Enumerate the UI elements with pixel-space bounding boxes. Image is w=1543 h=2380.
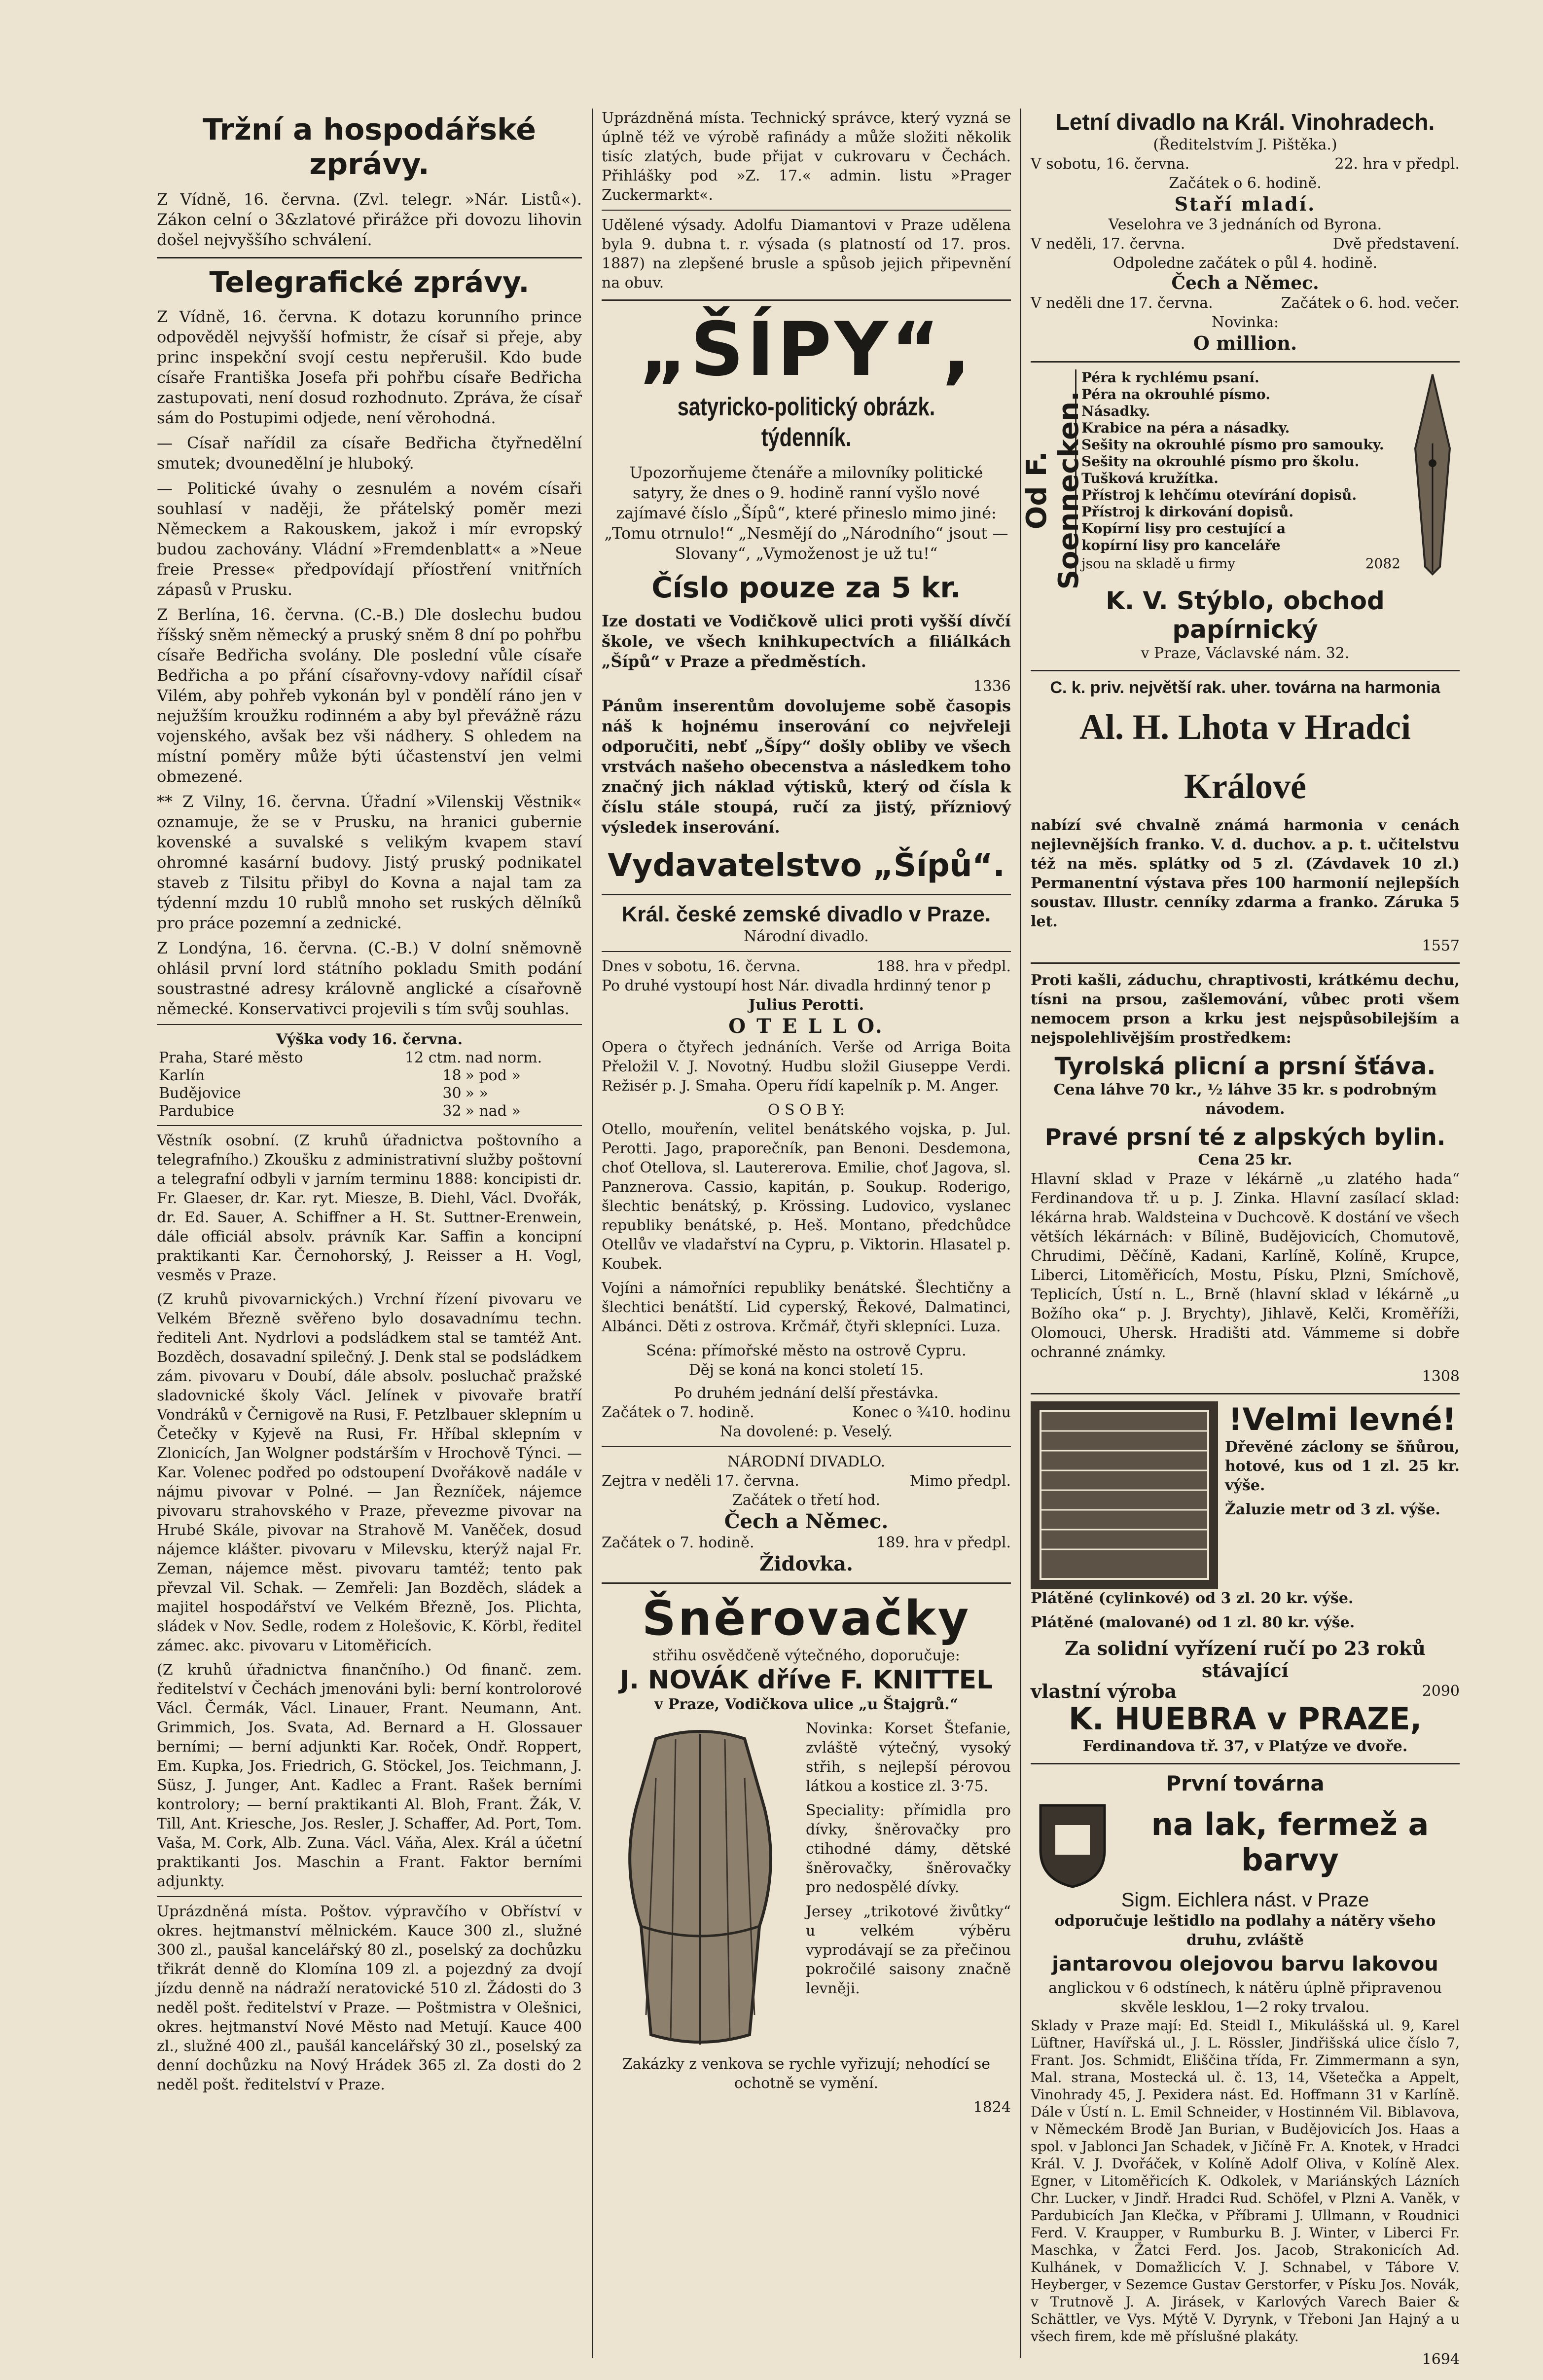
letni-play-no: 22. hra v předpl. — [1334, 155, 1460, 173]
level-relation: » pod » — [465, 1067, 521, 1084]
play-stari-mladi: Staří mladí. — [1174, 193, 1316, 215]
theatre-subtitle: Národní divadlo. — [744, 928, 869, 945]
pen-product-item: kopírní lisy pro kanceláře — [1081, 537, 1281, 553]
tomorrow-date: Zejtra v neděli 17. června. — [602, 1472, 799, 1490]
depots-list: Sklady v Praze mají: Ed. Steidl I., Mikulášská ul. 9, Karel Lüftner, Havířská ul., J. L. Rössler, Jindřišská ulice číslo 7, Frant. Jos. Schmidt, Eliščina třída, Fr. Zimmermann a syn, Mal. strana, Mostecká ul. č. 13, 14, Všetečka a Appelt, Vinohrady 45, J. Pexidera nást. Ed. Hoffmann 31 v Karlíně. Dále v Ústí n. L. Emil Schneider, v Hostinném Vil. Biblavova, v Německém Brodě Jan Burian, v Budějovicích Jos. Haas a spol. v Jablonci Jan Schadek, v Jičíně Fr. A. Knotek, v Hradci Král. V. J. Dvořáček, v Kolíně Adolf Oliva, v Kolíně Alex. Egner, v Litoměřicích K. Odkolek, v Mariánských Lázních Chr. Lucker, v Jindř. Hradci Rud. Schöfel, v Plzni A. Vaněk, v Pardubicích Jan Klečka, v Příbrami J. Ullmann, v Roudnici Ferd. V. Kraupper, v Rumburku B. J. Winter, v Liberci Fr. Maschka, v Žatci Ferd. Jos. Jacob, Strakonicích Ad. Kulhánek, v Domažlicích V. J. Schnabel, v Tábore V. Heyberger, v Sezemce Gustav Gerstorfer, v Písku Jos. Novák, v Trutnově J. A. Jirásek, v Karlových Varech Baier & Schättler, ve Vys. Mýtě V. Dyrynk, v Třeboni Jan Hajný a u všech firem, kde mě příslušné plakáty. — [1031, 2017, 1460, 2344]
paragraph-telegr-1: Z Vídně, 16. června. K dotazu korunního prince odpověděl nejvyšší hofmistr, že císař si přeje, aby princ inspekční svojí cestu nepřerušil. Kdo bude císaře Františka Josefa při pohřbu císaře Bedřicha zastupovati, není dosud rozhodnuto. Zpráva, že císař sám do Postupimi odjede, není věrohodná. — [157, 307, 582, 427]
divider — [602, 210, 1011, 211]
soennecken-brand: Od F. Soennecken. — [1021, 391, 1085, 590]
main-depot: Hlavní sklad v Praze v lékárně „u zlatého hada“ Ferdinandova tř. u p. J. Zinka. Hlavní zasílací sklad: lékárna hrab. Waldsteina v Duchcově. K dostání ve všech větších lékárnách: v Bílině, Budějovicích, Chomutově, Chrudimi, Děčíně, Kadani, Karlíně, Kolíně, Krupce, Liberci, Litoměřicích, Mostu, Písku, Plzni, Smíchově, Teplicích, Ústí n. L., Brně (hlavní sklad v lékárně „u Božího oka“ p. J. Brychty), Jihlavě, Kelči, Kroměříži, Olomouci, Uhersk. Hradišti atd. Vámmeme si dobře ochranné známky. — [1031, 1171, 1460, 1361]
station-name: Pardubice — [159, 1102, 234, 1120]
letni-title: Letní divadlo na Král. Vinohradech. — [1055, 109, 1435, 135]
afternoon-start: Odpoledne začátek o půl 4. hodině. — [1112, 255, 1378, 272]
cough-text: Proti kašli, záduchu, chraptivosti, krátkému dechu, tísni na prsou, zašlemování, vůbec proti všem nemocem prson a krku jest nejspůsobilejším a nejspolehlivějším prostředkem: — [1031, 972, 1460, 1047]
lhota-name: Al. H. Lhota v Hradci Králové — [1079, 707, 1411, 806]
divider — [602, 894, 1011, 895]
level-relation: nad norm. — [465, 1049, 542, 1066]
wooden-blinds: Dřevěné záclony se šňůrou, hotové, kus od 1 zl. 25 kr. výše. — [1225, 1438, 1460, 1494]
divider — [1031, 361, 1460, 363]
heading-vyska-vody: Výška vody 16. června. — [276, 1031, 463, 1048]
water-level: 32 — [442, 1102, 462, 1120]
play-o-million: O million. — [1193, 332, 1297, 354]
paragraph-vestnik-3: (Z kruhů úřadnictva finančního.) Od finanč. zem. ředitelství v Čechách jmenováni byli: berní kontrolorové Václ. Čermák, Václ. Linauer, Frant. Neumann, Ant. Grimmich, Jos. Svata, Ad. Bernard a H. Glossauer berními; — berní adjunkti Kar. Roček, Ondř. Roppert, Em. Kupka, Jos. Friedrich, G. Stöckel, Jos. Teichmann, J. Süsz, J. Junger, Ant. Kadlec a Frant. Rašek berními kontrolory; — berní praktikanti Al. Bloh, Frant. Žák, V. Till, Ant. Kriesche, Jos. Resler, J. Schaffer, Ad. Port, Tom. Vaša, M. Cork, Alb. Zuna. Václ. Váňa, Alex. Král a účetní praktikanti Jos. Maschin a Frant. Faktor berními adjunkty. — [157, 1661, 582, 1890]
on-leave: Na dovolené: p. Veselý. — [719, 1423, 893, 1440]
tomorrow-line — [602, 1471, 1011, 1491]
two-performances: Dvě představení. — [1332, 235, 1460, 253]
water-level-row — [157, 1102, 582, 1120]
alpine-tea-title: Pravé prsní té z alpských bylin. — [1044, 1124, 1446, 1150]
own-production: vlastní výroba — [1031, 1680, 1177, 1702]
heading-telegraficke: Telegrafické zprávy. — [209, 265, 530, 299]
level-relation: » » — [465, 1085, 488, 1102]
paragraph-vestnik-1: Věstník osobní. (Z kruhů úřadnictva poštovního a telegrafního.) Zkoušku z administrativní služby poštovní a telegrafní odbyli v jarním terminu 1888: koncipisti dr. Fr. Glaeser, dr. Kar. ryt. Miesze, B. Diehl, Václ. Dvořák, dr. Ed. Sauer, A. Schiffner a H. St. Suttner-Erenwein, dále officiál absolv. právník Kar. Saffin a koncipní praktikanti Kar. Černohorský, J. Reisser a H. Vogl, vesměs v Praze. — [157, 1132, 582, 1284]
pen-product-item: Přístroj k lehčímu otevírání dopisů. — [1081, 487, 1357, 503]
pen-products-list — [1081, 369, 1400, 554]
letni-start: Začátek o 6. hodině. — [1169, 175, 1322, 192]
window-blind-icon — [1031, 1401, 1218, 1589]
divider — [602, 299, 1011, 301]
opera-title: O T E L L O. — [728, 1015, 884, 1038]
first-factory: První továrna — [1166, 1771, 1325, 1795]
water-level: 30 — [442, 1085, 462, 1102]
paragraph-telegr-3: — Politické úvahy o zesnulém a novém císaři souhlasí v naději, že přátelský poměr mezi Německem a Rakouskem, jakož i mír evropský budou zachovány. Vládní »Fremdenblatt« a »Neue freie Presse« předpovídají příostření vnitřních zápasů v Prusku. — [157, 479, 582, 599]
divider — [1031, 1393, 1460, 1394]
alpine-tea-price: Cena 25 kr. — [1198, 1151, 1292, 1169]
scene-2: Děj se koná na konci století 15. — [688, 1361, 924, 1379]
divider — [157, 1024, 582, 1025]
styblo-address: v Praze, Václavské nám. 32. — [1141, 645, 1350, 662]
play-cech-nemec: Čech a Němec. — [724, 1510, 889, 1533]
novak-address: v Praze, Vodičkova ulice „u Štajgrů.“ — [654, 1696, 958, 1713]
sipy-price: Číslo pouze za 5 kr. — [651, 571, 961, 604]
eichler-name: Sigm. Eichlera nást. v Praze — [1121, 1889, 1369, 1911]
letni-date: V sobotu, 16. června. — [1031, 155, 1190, 173]
column-2 — [602, 109, 1011, 2358]
very-cheap: !Velmi levné! — [1228, 1401, 1456, 1437]
sunday-date: V neděli, 17. června. — [1031, 235, 1185, 253]
soennecken-vertical — [1021, 369, 1085, 590]
pen-product-item: Péra na okrouhlé písmo. — [1081, 386, 1270, 403]
level-relation: » nad » — [465, 1102, 521, 1120]
play-zidovka: Židovka. — [759, 1552, 853, 1575]
sunday-line-2 — [1031, 293, 1460, 313]
play-cech-nemec-2: Čech a Němec. — [1171, 273, 1319, 293]
blinds-ad — [1031, 1401, 1460, 1589]
narodni-divadlo: NÁRODNÍ DIVADLO. — [727, 1453, 886, 1470]
paragraph-uprazdnena-2: Uprázdněná místa. Technický správce, který vyzná se úplně též ve výrobě rafinády a může složiti několik tisíc zlatých, bude přijat v cukrovaru v Čechách. Přihlášky pod »Z. 17.« admin. listu »Prager Zuckermarkt«. — [602, 110, 1011, 204]
huebra-address: Ferdinandova tř. 37, v Platýze ve dvoře. — [1082, 1738, 1408, 1755]
paragraph-uprazdnena: Uprázdněná místa. Poštov. výpravčího v Obříství v okres. hejtmanství mělnickém. Kauce 300 zl., služné 300 zl., paušal kancelářský 80 zl., poselský za dochůzku třikrát denně do Klomína 109 zl. a pojezdný za dvojí jízdu denně na nádraží neratovické 510 zl. Žádosti do 3 neděl pošt. ředitelství v Praze. — Poštmistra v Olešnici, okres. hejtmanství Nové Město nad Metují. Kauce 400 zl., služné 400 zl., paušál kancelářský 30 zl., poselský za denní dochůzku na Nový Hrádek 365 zl. Za dosti do 2 neděl pošt. ředitelství v Praze. — [157, 1903, 582, 2093]
water-level-row — [157, 1049, 582, 1067]
osoby-heading: O S O B Y: — [767, 1101, 845, 1119]
evening-play-no: 189. hra v předpl. — [876, 1534, 1011, 1551]
cast-list: Otello, mouřenín, velitel benátského vojska, p. Jul. Perotti. Jago, praporečník, pan Benoni. Desdemona, choť Otellova, sl. Lautererova. Emilie, choť Jagova, sl. Panznerova. Cassio, kapitán, p. Soukup. Roderigo, šlechtic benátský, p. Krössing. Ludovico, vyslanec republiky benátské, p. Heš. Montano, předchůdce Otellův ve vladařství na Cypru, p. Viktorin. Hlasatel p. Koubek. — [602, 1121, 1011, 1273]
guest-name: Julius Perotti. — [748, 996, 864, 1014]
pen-product-item: Násadky. — [1081, 403, 1150, 419]
station-name: Praha, Staré město — [159, 1049, 303, 1066]
ad-number-1694: 1694 — [1422, 2351, 1460, 2368]
heading-trzni: Tržní a hospodářské zprávy. — [203, 112, 536, 182]
novak-name: J. NOVÁK dříve F. KNITTEL — [619, 1665, 993, 1695]
outside-subscription: Mimo předpl. — [909, 1472, 1011, 1490]
water-level: 18 — [442, 1067, 462, 1084]
corset-icon — [602, 1719, 799, 2054]
station-name: Budějovice — [159, 1085, 241, 1102]
corset-ad-body — [602, 1719, 1011, 2054]
orders-number: 1824 — [973, 2099, 1011, 2116]
amber-paint: jantarovou olejovou barvu lakovou — [1052, 1953, 1438, 1976]
scene: Scéna: přímořské město na ostrově Cypru. — [646, 1342, 967, 1359]
speciality-text: Speciality: přímidla pro dívky, šněrovačky pro ctihodné dámy, dětské šněrovačky, šněrovačky pro nedospělé dívky. — [806, 1802, 1011, 1896]
water-level-table — [157, 1049, 582, 1120]
pen-product-item: Sešity na okrouhlé písmo pro školu. — [1081, 453, 1360, 470]
pen-illustration — [1405, 369, 1460, 586]
novinka-text: Novinka: Korset Štefanie, zvláště výtečný, vysoký střih, s nejlepší pérovou látkou a kostice zl. 3·75. — [806, 1720, 1011, 1795]
theatre-title: Král. české zemské divadlo v Praze. — [621, 902, 991, 926]
sipy-title: „ŠÍPY“, — [639, 307, 974, 393]
theatre-play-no: 188. hra v předpl. — [876, 958, 1011, 975]
available-text: jsou na skladě u firmy — [1081, 555, 1236, 572]
tyrol-price: Cena láhve 70 kr., ½ láhve 35 kr. s podrobným návodem. — [1053, 1081, 1437, 1118]
letni-director: (Ředitelstvím J. Pištěka.) — [1153, 136, 1337, 153]
evening-line — [602, 1533, 1011, 1552]
column-3 — [1021, 109, 1460, 2368]
lacquer-title: na lak, fermež a barvy — [1151, 1806, 1429, 1878]
ad-number-1557: 1557 — [1422, 937, 1460, 954]
linen-painted: Plátěné (malované) od 1 zl. 80 kr. výše. — [1031, 1614, 1355, 1631]
english-lacquer: anglickou v 6 odstínech, k nátěru úplně připravenou skvěle lesklou, 1—2 roky trvalou. — [1048, 1979, 1442, 2016]
divider — [1031, 1763, 1460, 1764]
ad-number-2090: 2090 — [1422, 1683, 1460, 1700]
paragraph-vestnik-2: (Z kruhů pivovarnických.) Vrchní řízení pivovaru ve Velkém Březně svěřeno bylo dosavadnímu techn. řediteli Ant. Nydrlovi a podsládkem stal se tamtéž Ant. Bozděch, dosavadní spilečný. J. Denk stal se podsládkem zám. pivovaru v Doubí, dále absolv. posluchač pražské sladovnické školy Václ. Jelínek v pivovaře bratří Vondráků v Černigově na Rusi, F. Petzlbauer sklepním u Četečky v Kyjevě na Rusi, Fr. Hříbal sklepním v Zlonicích, Jan Wolgner podstárším v Hrochově Týnci. — Kar. Volenec podřed po odstoupení Dvořákově nadále v nájmu pivovar v Polné. — Jan Řezníček, nájemce pivovaru strahovského v Praze, převezme pivovar na Hrubé Skále, pivovar na Strahově M. Vaněček, dosud nájemce klášter. pivovaru v Milevsku, kterýž najal Fr. Zeman, nájemce měst. pivovaru tamtéž; tento pak převzal Vil. Schak. — Zemřeli: Jan Bozděch, sládek a majitel hospodářství ve Velkém Březně, Jos. Plichta, sládek v Nov. Sedle, rodem z Holešovic, K. Körbl, ředitel zámec. akc. pivovaru v Litoměřicích. — [157, 1291, 582, 1654]
theatre-line — [602, 957, 1011, 976]
lacquer-header — [1031, 1795, 1460, 1889]
divider — [1031, 670, 1460, 671]
huebra-name: K. HUEBRA v PRAZE, — [1068, 1701, 1422, 1737]
column-1 — [157, 109, 582, 2358]
novinka-label: Novinka: — [1211, 314, 1279, 331]
paragraph-vysady: Udělené výsady. Adolfu Diamantovi v Praze udělena byla 9. dubna t. r. výsada (s platností od 17. pros. 1887) na zlepšené brusle a spůsob jejich připevnění na obuv. — [602, 217, 1011, 292]
soennecken-ad — [1021, 369, 1460, 590]
intermission: Po druhém jednání delší přestávka. — [674, 1385, 939, 1402]
column-divider-1 — [592, 109, 593, 2358]
water-level: 12 ctm. — [404, 1049, 462, 1066]
sunday-line — [1031, 234, 1460, 254]
paragraph-telegr-5: ** Z Vilny, 16. června. Úřadní »Vilenskij Věstnik« oznamuje, že se v Prusku, na hranici gubernie kovenské a suvalské s velikým kvapem staví ohromné kasární budovy. Jistý pruský podnikatel staveb z Tilsitu přibyl do Kovna a najal tam za týdenní mzdu 10 rublů mnoho set ruských dělníků pro práce pozemní a zednické. — [157, 792, 582, 932]
paragraph-trzni: Z Vídně, 16. června. (Zvl. telegr. »Nár. Listů«). Zákon celní o 3&zlatové přirážce při dovozu lihovin došel nejvyššího schválení. — [157, 190, 582, 249]
snerovacky-subtitle: střihu osvědčeně výtečného, doporučuje: — [652, 1647, 960, 1664]
snerovacky-title: Šněrovačky — [642, 1591, 971, 1646]
paragraph-telegr-6: Z Londýna, 16. června. (C.-B.) V dolní sněmovně ohlásil první lord státního pokladu Smith podání soustrastné adresy královně anglické a císařovně německé. Konservativci projevili s tím svůj souhlas. — [157, 939, 582, 1018]
theatre-date: Dnes v sobotu, 16. června. — [602, 958, 801, 975]
divider — [157, 257, 582, 258]
blinds-illustration — [1031, 1401, 1218, 1589]
paragraph-telegr-4: Z Berlína, 16. června. (C.-B.) Dle doslechu budou říšský sněm německý a pruský sněm 8 dní po pohřbu císaře Bedřicha svolány. Dle poslední vůle císaře Bedřicha a po přání císařovny-vdovy nařídil císař Vilém, aby pohřeb vykonán byl v pondělí ráno jen v nejužším kroužku rodinném a aby byl převážně rázu vojenského, avšak bez vši nádhery. S ohledem na místní poměry může býti účastenství jen velmi obmezené. — [157, 605, 582, 786]
pen-product-item: Péra k rychlému psaní. — [1081, 369, 1259, 386]
theatre-line-2: Po druhé vystoupí host Nár. divadla hrdinný tenor p — [602, 977, 991, 994]
opera-description: Opera o čtyřech jednáních. Verše od Arriga Boita Přeložil V. J. Novotný. Hudbu složil Giuseppe Verdi. Režisér p. J. Smaha. Operu řídí kapelník p. M. Anger. — [602, 1039, 1011, 1095]
sipy-number: 1336 — [973, 678, 1011, 695]
evening-start-2: Začátek o 6. hod. večer. — [1281, 294, 1460, 312]
station-name: Karlín — [159, 1067, 205, 1084]
sipy-publisher: Vydavatelstvo „Šípů“. — [608, 847, 1005, 884]
harmonium-text: nabízí své chvalně známá harmonia v cenách nejlevnějších franko. V. d. duchov. a p. t. učitelstvu též na měs. splátky od 5 zl. (Závdavek 10 zl.) Permanentní výstava přes 100 harmonií nejlepších soustav. Illustr. cenníky zdarma a franko. Záruka 5 let. — [1031, 817, 1460, 930]
solid-service: Za solidní vyřízení ručí po 23 roků stávající — [1065, 1637, 1426, 1682]
crest-icon — [1031, 1795, 1114, 1889]
comedy-desc: Veselohra ve 3 jednáních od Byrona. — [1108, 216, 1382, 233]
divider — [157, 1125, 582, 1126]
divider — [602, 1582, 1011, 1584]
sipy-inserent: Pánům inserentům dovolujeme sobě časopis náš k hojnému inserování co nejvřeleji odporučiti, nebť „Šípy“ došly obliby ve všech vrstvách našeho obecenstva a následkem toho značný jich náklad výtisků, který od čísla k číslu stále stoupá, ručí za jistý, přízniový výsledek inserování. — [602, 696, 1011, 837]
orders-text: Zakázky z venkova se rychle vyřizují; nehodící se ochotně se vymění. — [622, 2055, 991, 2092]
start-time: Začátek o 7. hodině. — [602, 1404, 754, 1421]
tyrol-title: Tyrolská plicní a prsní šťáva. — [1054, 1053, 1436, 1080]
jersey-text: Jersey „trikotové živůtky“ u velkém výběru vyprodávají se za přečinou pokročilé saisony značně levněji. — [806, 1903, 1011, 1997]
corset-illustration — [602, 1719, 799, 2054]
ad-number-1308: 1308 — [1422, 1368, 1460, 1385]
sipy-notice: Upozorňujeme čtenáře a milovníky politické satyry, že dnes o 9. hodině ranní vyšlo nové zajímavé číslo „Šípů“, které přineslo mimo jiné: „Tomu otrnulo!“ „Nesmějí do „Národního“ jsout — Slovany“, „Vymoženost je už tu!“ — [604, 463, 1008, 563]
pen-nib-icon — [1405, 369, 1460, 577]
linen-cylinder: Plátěné (cylinkové) od 3 zl. 20 kr. výše. — [1031, 1590, 1354, 1607]
water-level-row — [157, 1067, 582, 1085]
own-production-line — [1031, 1682, 1460, 1701]
pen-product-item: Krabice na péra a násadky. — [1081, 420, 1290, 436]
ad-number-2082: 2082 — [1365, 555, 1400, 572]
cast-list-2: Vojíni a námořníci republiky benátské. Šlechtičny a šlechtici benátští. Lid cyperský, Řekové, Dalmatinci, Albánci. Děti z ostrova. Krčmář, čtyři sklepníci. Luza. — [602, 1280, 1011, 1335]
sunday-date-2: V neděli dne 17. června. — [1031, 294, 1213, 312]
sipy-subtitle: satyricko-politický obrázk. týdenník. — [677, 393, 935, 452]
pen-product-item: Přístroj k dirkování dopisů. — [1081, 504, 1294, 520]
pen-product-item: Tušková kružítka. — [1081, 470, 1219, 486]
harmonium-top: C. k. priv. největší rak. uher. továrna na harmonia — [1050, 678, 1440, 697]
divider — [157, 1896, 582, 1897]
evening-start: Začátek o 7. hodině. — [602, 1534, 754, 1551]
divider — [602, 1446, 1011, 1447]
letni-line — [1031, 154, 1460, 174]
water-level-row — [157, 1085, 582, 1102]
recommends: odporučuje leštidlo na podlahy a nátěry všeho druhu, zvláště — [1054, 1912, 1436, 1949]
paragraph-telegr-2: — Císař nařídil za císaře Bedřicha čtyřnedělní smutek; dvounedělní je hluboký. — [157, 434, 582, 473]
pen-product-item: Kopírní lisy pro cestující a — [1081, 520, 1286, 537]
divider — [602, 951, 1011, 952]
sipy-dostati: Ize dostati ve Vodičkově ulici proti vyšší dívčí škole, ve všech knihkupectvích a filiálkách „Šípů“ v Praze a předměstích. — [602, 612, 1011, 671]
jalousie: Žaluzie metr od 3 zl. výše. — [1225, 1501, 1440, 1518]
styblo-name: K. V. Stýblo, obchod papírnický — [1106, 586, 1385, 644]
start-end — [602, 1403, 1011, 1422]
pen-product-item: Sešity na okrouhlé písmo pro samouky. — [1081, 437, 1384, 453]
end-time: Konec o ¾10. hodinu — [852, 1404, 1011, 1421]
start-third: Začátek o třetí hod. — [732, 1492, 880, 1509]
available-line — [1081, 554, 1400, 573]
divider — [1031, 962, 1460, 964]
